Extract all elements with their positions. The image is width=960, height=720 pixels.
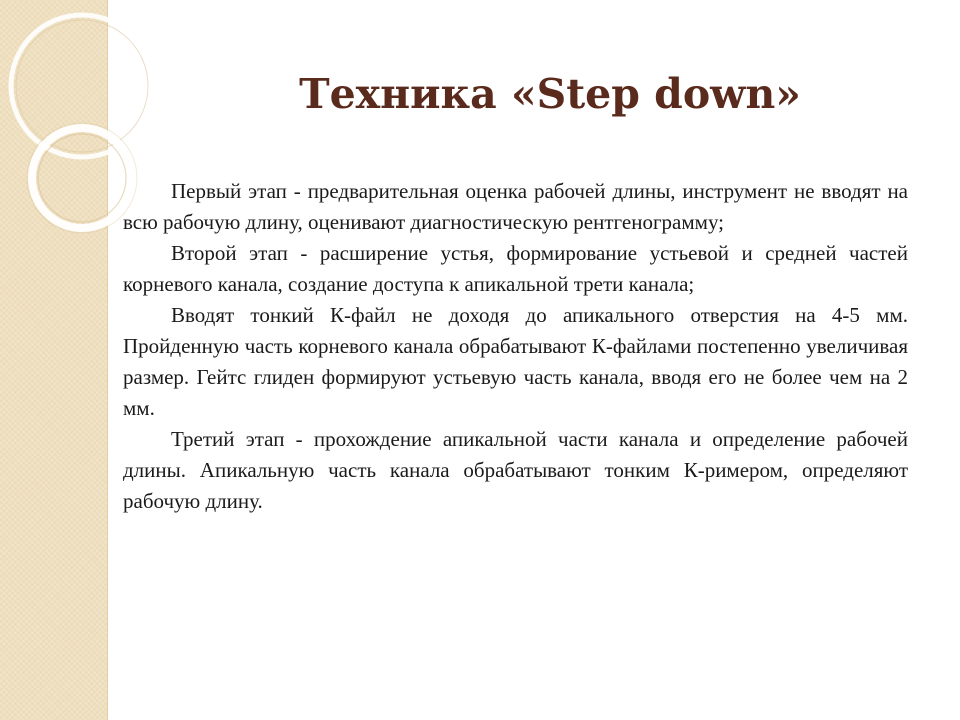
slide-body (123, 176, 908, 517)
slide-title: Техника «Step down» (299, 70, 801, 118)
paragraph-k-file: Вводят тонкий К-файл не доходя до апикального отверстия на 4-5 мм. Пройденную часть корневого канала обрабатывают К-файлами постепенно увеличивая размер. Гейтс глиден формируют устьевую часть канала, вводя его не более чем на 2 мм. (123, 303, 908, 420)
ring-large (11, 15, 153, 157)
paragraph-stage-2: Второй этап - расширение устья, формирование устьевой и средней частей корневого канала, создание доступа к апикальной трети канала; (123, 241, 908, 296)
paragraph-stage-3: Третий этап - прохождение апикальной части канала и определение рабочей длины. Апикальную часть канала обрабатывают тонким К-римером, определяют рабочую длину. (123, 427, 908, 513)
paragraph-stage-1: Первый этап - предварительная оценка рабочей длины, инструмент не вводят на всю рабочую длину, оценивают диагностическую рентгенограмму; (123, 179, 908, 234)
